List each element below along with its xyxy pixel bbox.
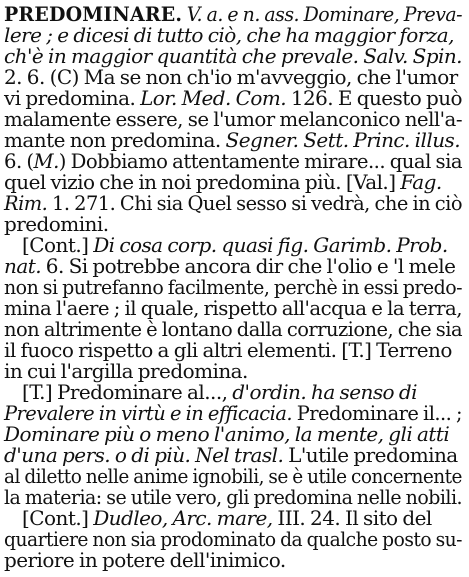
body-text: L'utile predomina xyxy=(283,443,458,467)
italic-text: Lor. Med. Com. xyxy=(140,86,287,110)
body-text: 6. Si potrebbe ancora dir che l'olio e 'l mele xyxy=(41,254,456,278)
body-text: quartiere non sia prodominato da qualche posto su- xyxy=(4,527,462,551)
italic-text: ch'è in maggior quantità che prevale. Salv. Spin. xyxy=(4,44,462,68)
body-text: 6. ( xyxy=(4,149,34,173)
body-text: malamente essere, se l'umor melanconico nell'a- xyxy=(4,107,462,131)
body-text: in cui l'argilla predomina. xyxy=(4,359,248,383)
body-text: il fuoco rispetto a gli altri elementi. [T.] Terreno xyxy=(4,338,452,362)
italic-text: Fag. xyxy=(400,170,442,194)
body-text: mina l'aere ; il quale, rispetto all'acqua e la terra, xyxy=(4,296,462,320)
italic-text: d'una pers. o di più. Nel trasl. xyxy=(4,443,284,467)
body-text: al diletto nelle anime ignobili, se è utile concernente xyxy=(4,464,462,488)
body-text: [T.] Predominare al..., xyxy=(22,380,233,404)
italic-text: Rim. xyxy=(4,191,48,215)
body-text: 126. E questo può xyxy=(286,86,463,110)
body-text: periore in potere dell'inimico. xyxy=(4,548,286,572)
italic-text: Prevalere in virtù e in efficacia. xyxy=(4,401,293,425)
italic-text: d'ordin. ha senso di xyxy=(232,380,417,404)
body-text: predomini. xyxy=(4,212,109,236)
body-text: [Cont.] xyxy=(22,233,94,257)
italic-text: V. a. e n. ass. Dominare, Preva- xyxy=(182,2,463,26)
italic-text: Di cosa corp. quasi fig. Garimb. Prob. xyxy=(93,233,448,257)
headword: PREDOMINARE. xyxy=(4,2,183,26)
italic-text: Segner. Sett. Princ. illus. xyxy=(225,128,461,152)
body-text: non si putrefanno facilmente, perchè in essi predo- xyxy=(4,275,462,299)
body-text: la materia: se utile vero, gli predomina nelle nobili. xyxy=(4,485,463,509)
body-text: III. 24. Il sito del xyxy=(272,506,432,530)
body-text: 1. 271. Chi sia Quel sesso si vedrà, che in ciò xyxy=(47,191,463,215)
body-text: quel vizio che in noi predomina più. [Val.] xyxy=(4,170,401,194)
body-text: [Cont.] xyxy=(22,506,94,530)
body-text: ) Dobbiamo attentamente mirare... qual sia xyxy=(58,149,462,173)
italic-text: nat. xyxy=(4,254,41,278)
entry-line xyxy=(0,548,469,572)
italic-text: lere ; e dicesi di tutto ciò, che ha maggior forza, xyxy=(4,23,454,47)
body-text: Predominare il... ; xyxy=(292,401,463,425)
italic-text: Dudleo, Arc. mare, xyxy=(93,506,273,530)
italic-text: M. xyxy=(33,149,59,173)
body-text: vi predomina. xyxy=(4,86,141,110)
body-text: 2. 6. (C) Ma se non ch'io m'avveggio, che l'umor xyxy=(4,65,458,89)
body-text: non altrimente è lontano dalla corruzione, che sia xyxy=(4,317,463,341)
italic-text: Dominare più o meno l'animo, la mente, gli atti xyxy=(4,422,450,446)
body-text: mante non predomina. xyxy=(4,128,226,152)
